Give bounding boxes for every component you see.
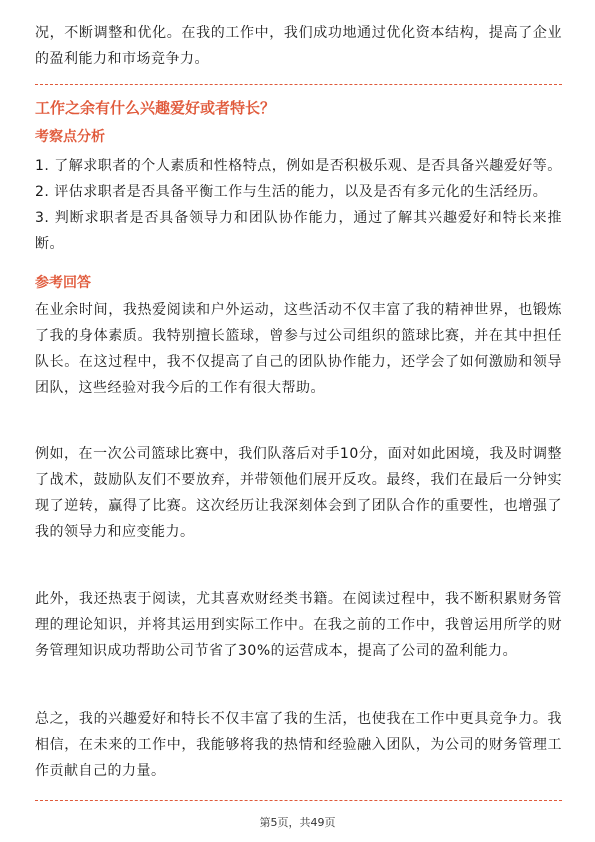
page-number: 第5页，共49页 <box>259 816 336 829</box>
answer-paragraph-3: 此外，我还热衷于阅读，尤其喜欢财经类书籍。在阅读过程中，我不断积累财务管理的理论知识，并将其运用到实际工作中。在我之前的工作中，我曾运用所学的财务管理知识成功帮助公司节省了30%的运营成本，提高了公司的盈利能力。 <box>35 591 562 659</box>
analysis-item: 3. 判断求职者是否具备领导力和团队协作能力，通过了解其兴趣爱好和特长来推断。 <box>35 210 562 252</box>
question-heading: 工作之余有什么兴趣爱好或者特长？ <box>35 99 276 117</box>
answer-paragraph-2: 例如，在一次公司篮球比赛中，我们队落后对手10分，面对如此困境，我及时调整了战术，鼓励队友们不要放弃，并带领他们展开反攻。最终，我们在最后一分钟实现了逆转，赢得了比赛。这次经历让我深刻体会到了团队合作的重要性，也增强了我的领导力和应变能力。 <box>35 446 562 540</box>
analysis-item: 2. 评估求职者是否具备平衡工作与生活的能力，以及是否有多元化的生活经历。 <box>35 184 548 200</box>
section-divider-top <box>35 84 562 85</box>
answer-paragraph-1: 在业余时间，我热爱阅读和户外运动，这些活动不仅丰富了我的精神世界，也锻炼了我的身体素质。我特别擅长篮球，曾参与过公司组织的篮球比赛，并在其中担任队长。在这过程中，我不仅提高了自己的团队协作能力，还学会了如何激励和领导团队，这些经验对我今后的工作有很大帮助。 <box>35 302 562 396</box>
answer-paragraph-4: 总之，我的兴趣爱好和特长不仅丰富了我的生活，也使我在工作中更具竞争力。我相信，在未来的工作中，我能够将我的热情和经验融入团队，为公司的财务管理工作贡献自己的力量。 <box>35 711 562 779</box>
analysis-list <box>35 153 562 257</box>
reference-answer-title: 参考回答 <box>35 275 91 291</box>
analysis-title: 考察点分析 <box>35 129 105 145</box>
intro-paragraph: 况，不断调整和优化。在我的工作中，我们成功地通过优化资本结构，提高了企业的盈利能力和市场竞争力。 <box>35 25 562 67</box>
analysis-item: 1. 了解求职者的个人素质和性格特点，例如是否积极乐观、是否具备兴趣爱好等。 <box>35 158 562 174</box>
section-divider-bottom <box>35 800 562 801</box>
